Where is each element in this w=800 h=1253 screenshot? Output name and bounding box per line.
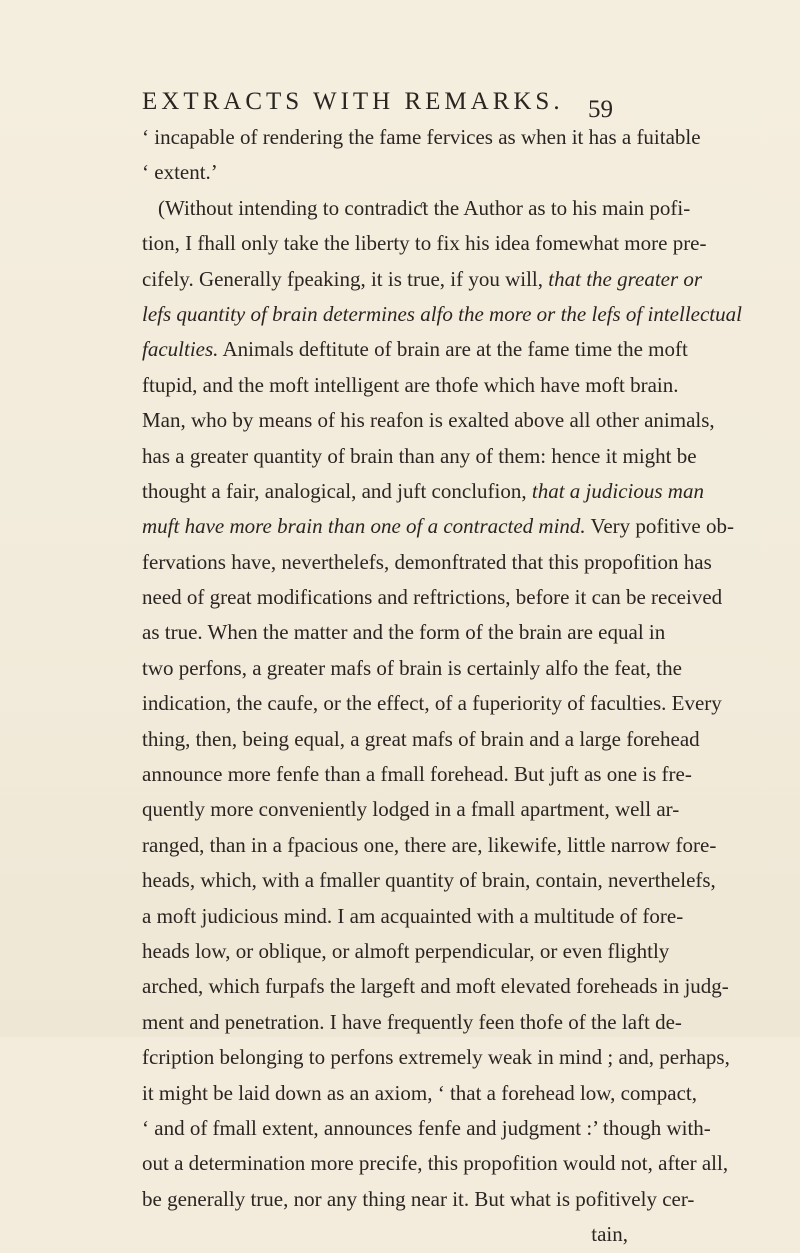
text-line-part: thought a fair, analogical, and juft conclufion, xyxy=(142,478,532,503)
text-line xyxy=(142,262,703,297)
text-line: quently more conveniently lodged in a fmall apartment, well ar- xyxy=(142,797,680,822)
text-line: fcription belonging to perfons extremely weak in mind ; and, perhaps, xyxy=(142,1045,730,1070)
text-line: two perfons, a greater mafs of brain is certainly alfo the feat, the xyxy=(142,655,682,680)
text-line xyxy=(142,332,688,367)
text-line: has a greater quantity of brain than any of them: hence it might be xyxy=(142,443,697,468)
text-line-part: Animals deftitute of brain are at the fame time the moft xyxy=(218,337,688,362)
text-line: arched, which furpafs the largeft and moft elevated foreheads in judg- xyxy=(142,974,729,999)
text-line-part: cifely. Generally fpeaking, it is true, if you will, xyxy=(142,266,549,291)
italic-phrase: that a judicious man xyxy=(531,478,704,503)
text-line-part: Very pofitive ob- xyxy=(585,514,734,539)
text-line xyxy=(142,474,704,509)
text-line: indication, the caufe, or the effect, of a fuperiority of faculties. Every xyxy=(142,691,722,716)
italic-phrase: muft have more brain than one of a contracted mind. xyxy=(142,514,586,539)
text-line: it might be laid down as an axiom, ‘ that a forehead low, compact, xyxy=(142,1080,697,1105)
text-line: announce more fenfe than a fmall forehead. But juft as one is fre- xyxy=(142,762,692,787)
page-number: 59 xyxy=(588,96,613,123)
italic-phrase: faculties. xyxy=(142,337,219,362)
text-line xyxy=(142,509,734,544)
text-line: out a determination more precife, this propofition would not, after all, xyxy=(142,1151,729,1176)
catchword: tain, xyxy=(591,1222,628,1247)
text-line: tion, I fhall only take the liberty to fix his idea fomewhat more pre- xyxy=(142,231,707,256)
italic-line xyxy=(142,297,742,332)
text-line: ranged, than in a fpacious one, there are, likewife, little narrow fore- xyxy=(142,832,717,857)
text-line: Man, who by means of his reafon is exalted above all other animals, xyxy=(142,408,715,433)
text-line: ‘ and of fmall extent, announces fenfe and judgment :’ though with- xyxy=(142,1115,711,1140)
italic-phrase: that the greater or xyxy=(548,266,703,291)
text-line: need of great modifications and reftrictions, before it can be received xyxy=(142,585,723,610)
text-line: as true. When the matter and the form of the brain are equal in xyxy=(142,620,666,645)
text-line: ‘ extent.’ xyxy=(142,160,218,185)
text-line: a moft judicious mind. I am acquainted with a multitude of fore- xyxy=(142,903,684,928)
text-line: thing, then, being equal, a great mafs of brain and a large forehead xyxy=(142,726,700,751)
text-line: heads low, or oblique, or almoft perpendicular, or even flightly xyxy=(142,938,670,963)
text-line: ‘ incapable of rendering the fame fervices as when it has a fuitable xyxy=(142,125,701,149)
text-line: heads, which, with a fmaller quantity of brain, contain, neverthelefs, xyxy=(142,868,716,893)
italic-phrase: lefs quantity of brain determines alfo the more or the lefs of intellectual xyxy=(142,301,742,326)
text-line: ment and penetration. I have frequently feen thofe of the laft de- xyxy=(142,1009,682,1034)
text-line: ftupid, and the moft intelligent are thofe which have moft brain. xyxy=(142,372,679,397)
paragraph-start-line: (Without intending to contradiƈt the Author as to his main pofi- xyxy=(158,195,691,220)
text-line: fervations have, neverthelefs, demonftrated that this propofition has xyxy=(142,549,712,574)
running-head: EXTRACTS WITH REMARKS. xyxy=(142,88,564,115)
body-text xyxy=(142,120,742,1253)
text-line: be generally true, nor any thing near it. But what is pofitively cer- xyxy=(142,1186,695,1211)
